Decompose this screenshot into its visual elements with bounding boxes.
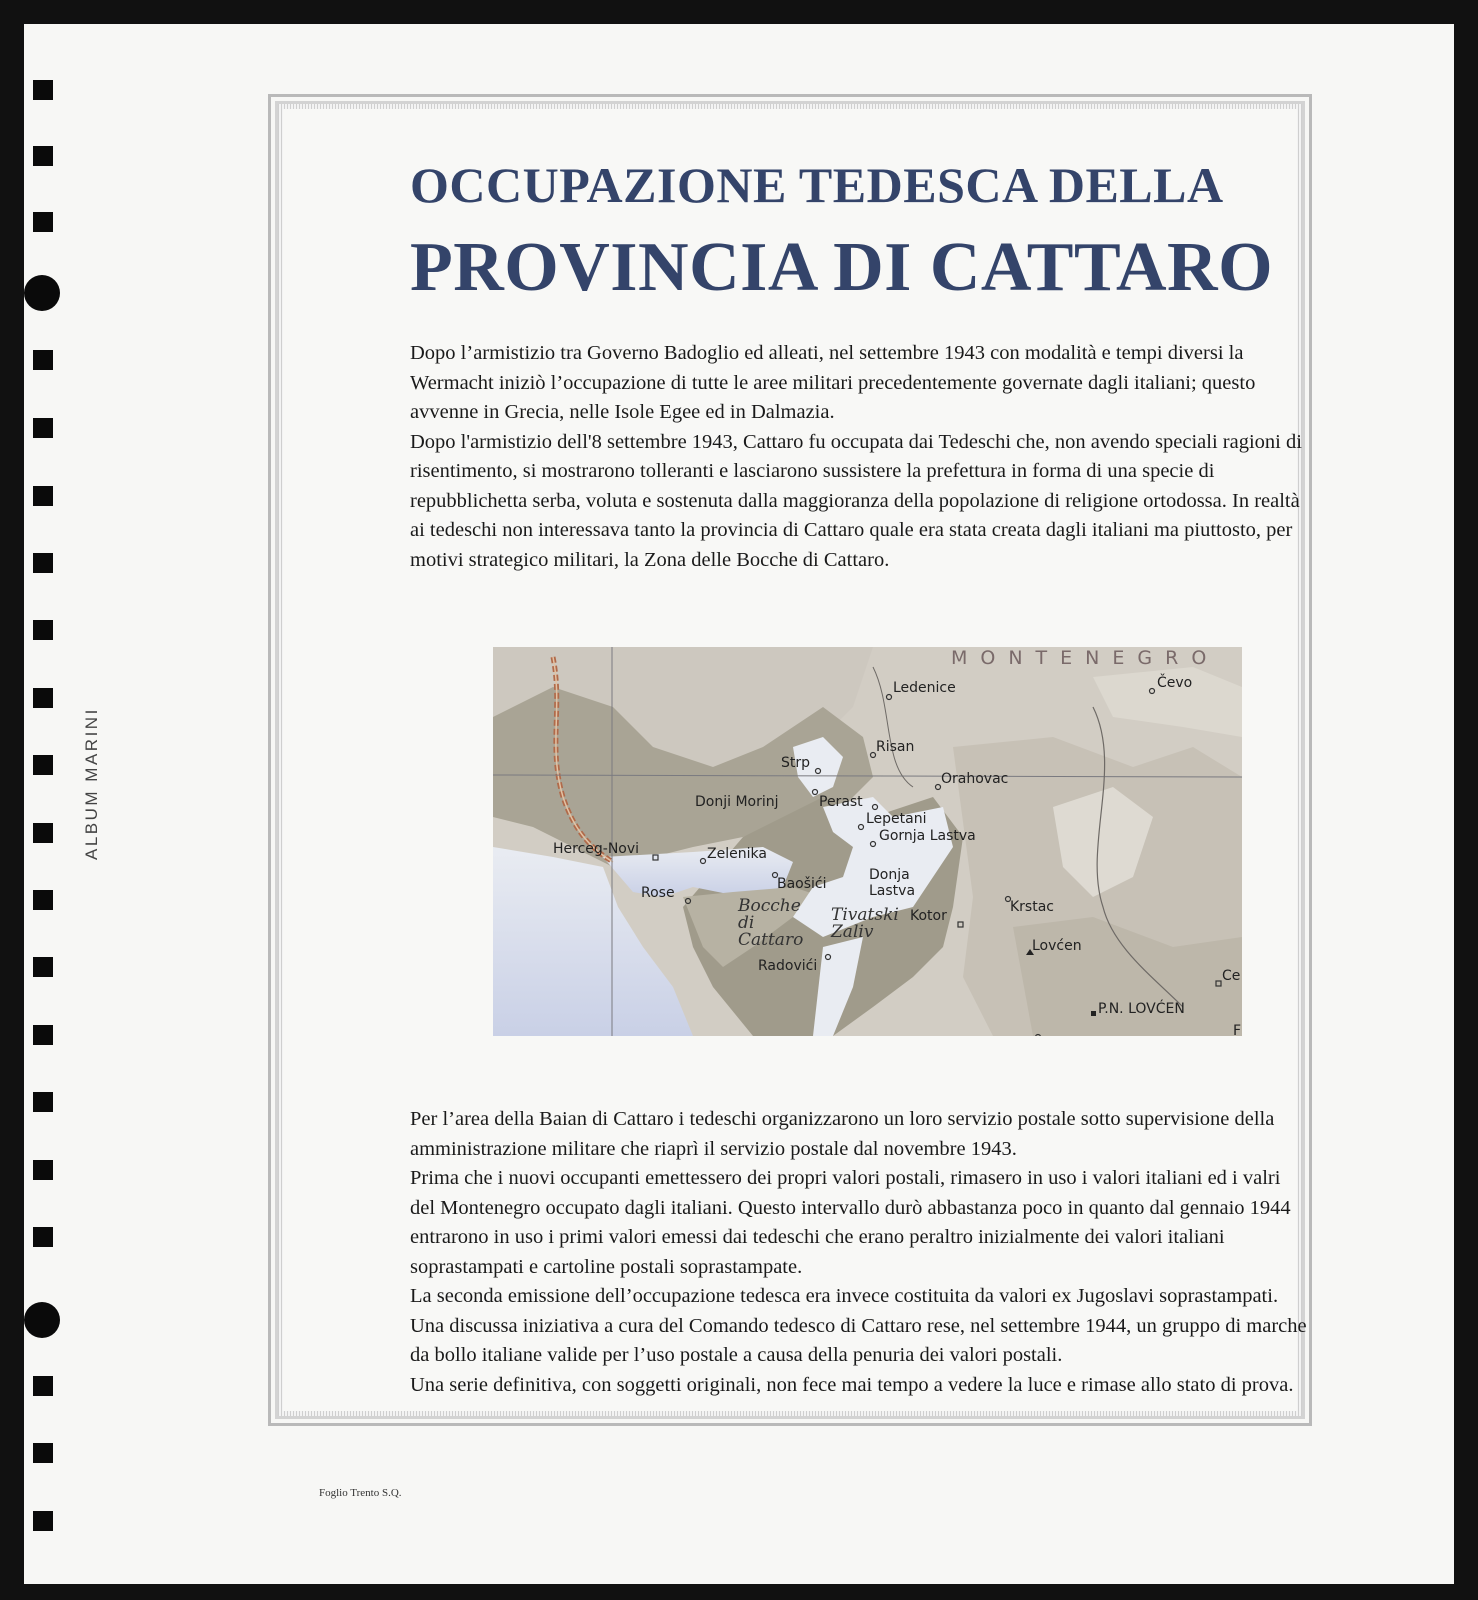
binder-hole: [33, 1160, 53, 1180]
binder-hole: [33, 1227, 53, 1247]
map-label-donja-lastva: Lastva: [869, 883, 916, 899]
album-label: ALBUM MARINI: [82, 707, 101, 860]
binder-hole: [33, 688, 53, 708]
binder-hole: [33, 418, 53, 438]
map-label-ce: Ce: [1222, 968, 1241, 984]
map-park-marker: [1091, 1011, 1096, 1016]
binder-hole: [33, 755, 53, 775]
map-label-orahovac: Orahovac: [941, 771, 1009, 787]
binder-hole: [33, 146, 53, 166]
map-label-lovcen: Lovćen: [1032, 938, 1082, 954]
map-label-donja-lastva: Donja: [869, 867, 910, 883]
binder-hole: [33, 957, 53, 977]
body-paragraph: La seconda emissione dell’occupazione tedesca era invece costituita da valori ex Jugoslavi soprastampati.: [410, 1285, 1279, 1307]
map-label-rose: Rose: [641, 885, 675, 901]
map-label-strp: Strp: [781, 755, 811, 771]
binder-hole: [33, 212, 53, 232]
map-label-tivatski: Zaliv: [831, 922, 874, 942]
map-label-bocche: Cattaro: [738, 930, 804, 950]
map-label-gornja-lastva: Gornja Lastva: [879, 828, 976, 844]
map-label-zelenika: Zelenika: [707, 846, 767, 862]
binder-hole: [33, 620, 53, 640]
binder-hole: [33, 1443, 53, 1463]
intro-paragraph: Dopo l’armistizio tra Governo Badoglio ed alleati, nel settembre 1943 con modalità e tempi diversi la Wermacht iniziò l’occupazione di tutte le aree militari precedentemente governate dagli italiani; questo avvenne in Grecia, nelle Isole Egee ed in Dalmazia.: [410, 342, 1256, 423]
map-label-cevo: Čevo: [1157, 675, 1193, 691]
map-label-tivatski: Tivatski: [831, 905, 899, 925]
body-paragraph: Prima che i nuovi occupanti emettessero dei propri valori postali, rimasero in uso i valori italiani ed i valri del Montenegro occupato dagli italiani. Questo intervallo durò abbastanza poco in quanto dal gennaio 1944 entrarono in uso i primi valori emessi dai tedeschi che erano peraltro inizialmente dei valori italiani soprastampati e cartoline postali soprastampate.: [410, 1167, 1291, 1278]
map-label-risan: Risan: [876, 739, 915, 755]
map-label-f: F: [1233, 1023, 1242, 1036]
binder-hole: [33, 486, 53, 506]
intro-paragraph: Dopo l'armistizio dell'8 settembre 1943, Cattaro fu occupata dai Tedeschi che, non avendo speciali ragioni di risentimento, si mostrarono tolleranti e lasciarono sussistere la prefettura in forma di una specie di repubblichetta serba, voluta e sostenuta dalla maggioranza della popolazione di religione ortodossa. In realtà ai tedeschi non interessava tanto la provincia di Cattaro quale era stata creata dagli italiani ma piuttosto, per motivi strategico militari, la Zona delle Bocche di Cattaro.: [410, 430, 1302, 571]
map-bocche-di-cattaro: [493, 647, 1242, 1036]
map-label-krstac: Krstac: [1010, 899, 1054, 915]
binder-hole: [33, 823, 53, 843]
binder-hole: [33, 1376, 53, 1396]
body-paragraph: Per l’area della Baian di Cattaro i tedeschi organizzarono un loro servizio postale sotto supervisione della amministrazione militare che riaprì il servizio postale dal novembre 1943.: [410, 1108, 1275, 1160]
binder-hole: [33, 80, 53, 100]
page-title-line2: PROVINCIA DI CATTARO: [410, 229, 1274, 306]
footer-label: Foglio Trento S.Q.: [319, 1487, 402, 1499]
body-paragraph: Una discussa iniziativa a cura del Comando tedesco di Cattaro rese, nel settembre 1944, un gruppo di marche da bollo italiane valide per l’uso postale a causa della penuria dei valori postali.: [410, 1314, 1307, 1366]
binder-hole-round: [24, 1302, 60, 1338]
body-paragraph: Una serie definitiva, con soggetti originali, non fece mai tempo a vedere la luce e rimase allo stato di prova.: [410, 1373, 1294, 1396]
map-label-baosici: Baošići: [777, 876, 827, 892]
page-title-line1: OCCUPAZIONE TEDESCA DELLA: [410, 157, 1224, 213]
map-label-herceg-novi: Herceg-Novi: [553, 841, 640, 857]
binder-hole: [33, 1511, 53, 1531]
map-label-lepetani: Lepetani: [866, 811, 927, 827]
map-label-donji-morinj: Donji Morinj: [695, 794, 779, 810]
binder-hole: [33, 350, 53, 370]
binder-hole: [33, 890, 53, 910]
body-text: [410, 1105, 1310, 1400]
binder-hole-round: [24, 275, 60, 311]
map-label-kotor: Kotor: [910, 908, 947, 924]
map-label-ledenice: Ledenice: [893, 680, 956, 696]
intro-text: [410, 339, 1310, 575]
binder-hole: [33, 1092, 53, 1112]
map-label-pn-lovcen: P.N. LOVĆEN: [1098, 1001, 1185, 1017]
map-label-region: MONTENEGRO: [951, 647, 1220, 669]
map-label-radovici: Radovići: [758, 958, 818, 974]
binder-hole: [33, 1025, 53, 1045]
binder-hole: [33, 553, 53, 573]
map-label-perast: Perast: [819, 794, 863, 810]
map-label-bocche: di: [738, 913, 755, 933]
map-label-bocche: Bocche: [738, 896, 801, 916]
